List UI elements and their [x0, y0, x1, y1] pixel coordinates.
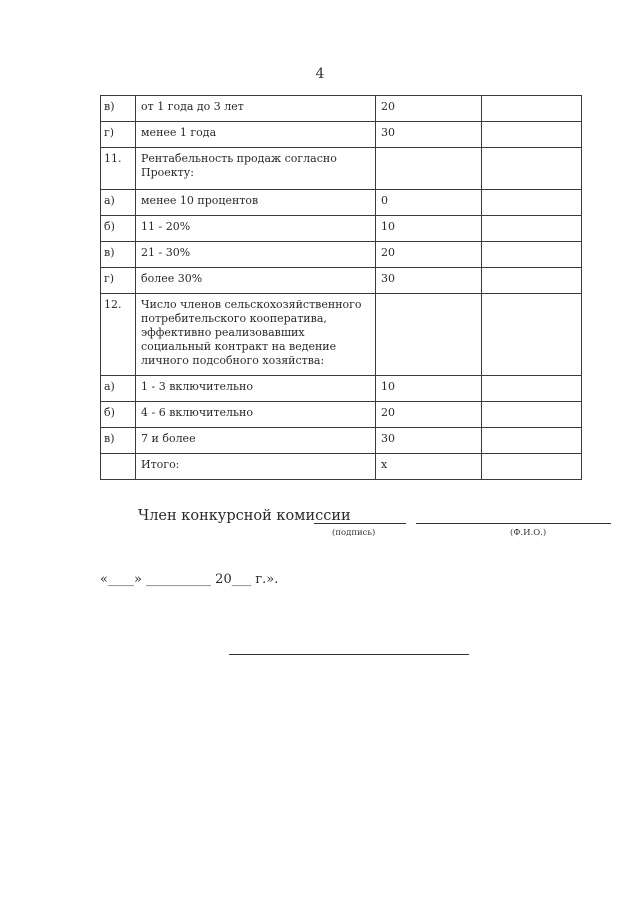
criterion-name: 21 - 30% [136, 242, 376, 268]
score-cell [482, 454, 582, 480]
commission-member-label: Член конкурсной комиссии [138, 508, 351, 524]
fio-caption: (Ф.И.О.) [510, 528, 547, 538]
row-number: а) [101, 190, 136, 216]
points-cell: 30 [376, 268, 482, 294]
score-cell [482, 216, 582, 242]
criterion-name: более 30% [136, 268, 376, 294]
row-number: а) [101, 376, 136, 402]
row-number: б) [101, 216, 136, 242]
table-row [101, 96, 582, 122]
criterion-name: Число членов сельскохозяйственного потребительского кооператива, эффективно реализовавших социальный контракт на ведение личного подсобного хозяйства: [136, 294, 376, 376]
criteria-table [100, 95, 582, 480]
score-cell [482, 148, 582, 190]
closing-rule [229, 654, 469, 655]
points-cell: 30 [376, 122, 482, 148]
score-cell [482, 294, 582, 376]
table-row [101, 376, 582, 402]
points-cell: 20 [376, 96, 482, 122]
table-row [101, 216, 582, 242]
score-cell [482, 268, 582, 294]
criterion-name: 11 - 20% [136, 216, 376, 242]
points-cell: 0 [376, 190, 482, 216]
table-row [101, 190, 582, 216]
signature-caption: (подпись) [332, 528, 376, 538]
row-number: 12. [101, 294, 136, 376]
criterion-name: менее 1 года [136, 122, 376, 148]
points-cell: 10 [376, 376, 482, 402]
points-cell [376, 294, 482, 376]
score-cell [482, 122, 582, 148]
score-cell [482, 402, 582, 428]
criterion-name: Итого: [136, 454, 376, 480]
points-cell: х [376, 454, 482, 480]
points-cell: 20 [376, 242, 482, 268]
table-row [101, 294, 582, 376]
score-cell [482, 428, 582, 454]
table-row [101, 122, 582, 148]
row-number: в) [101, 428, 136, 454]
criterion-name: от 1 года до 3 лет [136, 96, 376, 122]
table-row [101, 428, 582, 454]
table-row [101, 268, 582, 294]
row-number: г) [101, 122, 136, 148]
score-cell [482, 376, 582, 402]
score-cell [482, 242, 582, 268]
criterion-name: Рентабельность продаж согласно Проекту: [136, 148, 376, 190]
points-cell: 20 [376, 402, 482, 428]
fio-blank [416, 523, 611, 524]
points-cell: 10 [376, 216, 482, 242]
table-row [101, 454, 582, 480]
points-cell [376, 148, 482, 190]
row-number: в) [101, 96, 136, 122]
points-cell: 30 [376, 428, 482, 454]
row-number: б) [101, 402, 136, 428]
criterion-name: 7 и более [136, 428, 376, 454]
signature-blank [314, 523, 406, 524]
table-row [101, 148, 582, 190]
table-row [101, 402, 582, 428]
row-number: г) [101, 268, 136, 294]
criterion-name: менее 10 процентов [136, 190, 376, 216]
score-cell [482, 190, 582, 216]
criterion-name: 4 - 6 включительно [136, 402, 376, 428]
date-line: «____» __________ 20___ г.». [100, 572, 279, 587]
row-number: в) [101, 242, 136, 268]
table-row [101, 242, 582, 268]
row-number: 11. [101, 148, 136, 190]
page-number: 4 [315, 66, 325, 82]
score-cell [482, 96, 582, 122]
criterion-name: 1 - 3 включительно [136, 376, 376, 402]
row-number [101, 454, 136, 480]
